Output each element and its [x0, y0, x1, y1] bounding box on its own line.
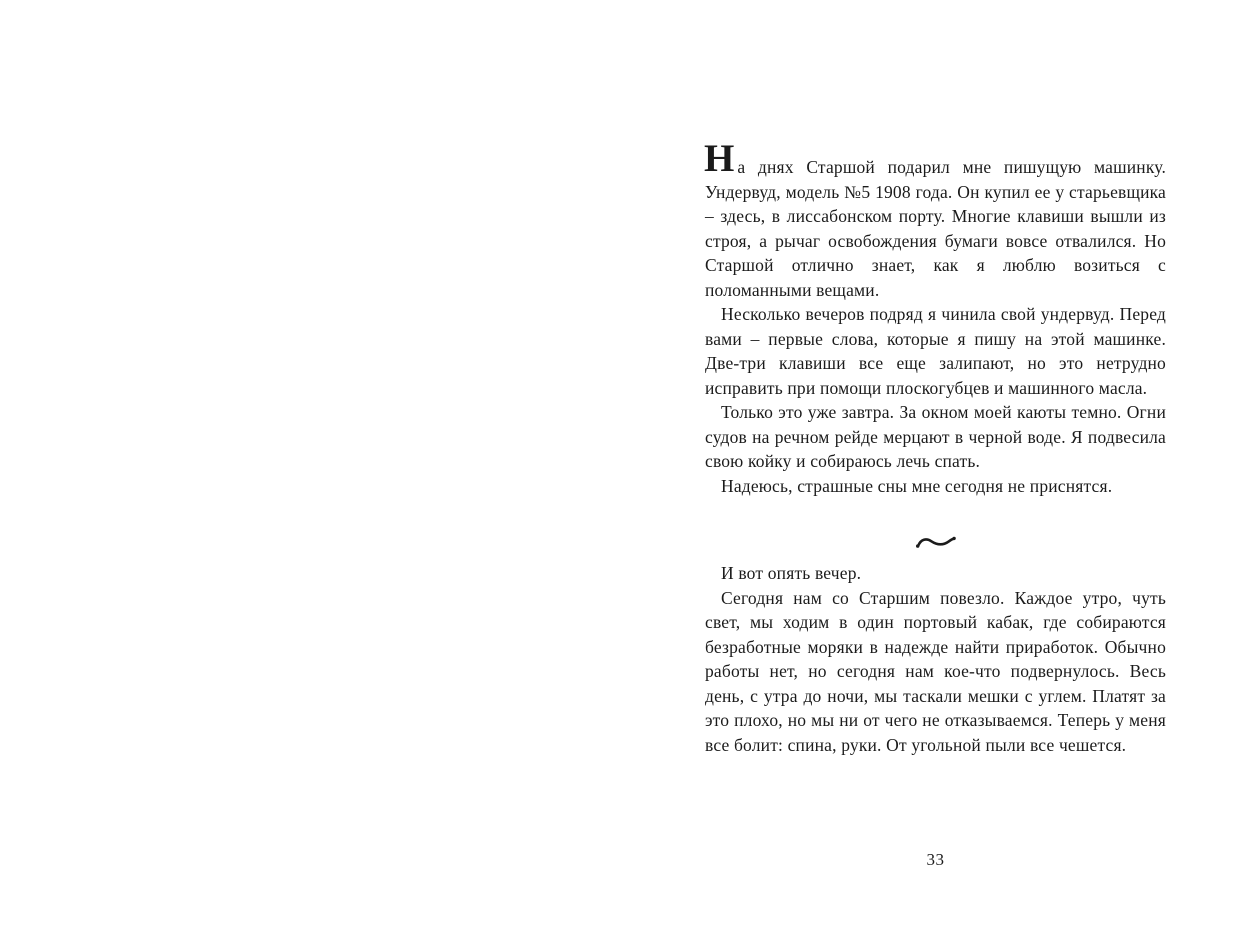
paragraph-text: а днях Старшой подарил мне пишущую машинку. Ундервуд, модель №5 1908 года. Он купил ее у старьевщика – здесь, в лиссабонском порту. Многие клавиши вышли из строя, а рычаг освобождения бумаги вовсе отвалился. Но Старшой отлично знает, как я люблю возиться с поломанными вещами.: [705, 157, 1166, 300]
paragraph: И вот опять вечер.: [721, 563, 862, 583]
paragraph: [704, 137, 1166, 302]
paragraph: Только это уже завтра. За окном моей каюты темно. Огни судов на речном рейде мерцают в черной воде. Я подвесила свою койку и собираюсь лечь спать.: [705, 402, 1166, 471]
section-divider: [705, 527, 1166, 561]
drop-cap-initial: Н: [704, 137, 735, 180]
text-section-2: [705, 561, 1166, 757]
swash-tilde-icon: [913, 531, 959, 551]
paragraph: Несколько вечеров подряд я чинила свой ундервуд. Перед вами – первые слова, которые я пишу на этой машинке. Две-три клавиши все еще залипают, но это нетрудно исправить при помощи плоскогубцев и машинного масла.: [705, 304, 1166, 398]
paragraph: Надеюсь, страшные сны мне сегодня не приснятся.: [721, 475, 1113, 496]
page-number: 33: [926, 850, 945, 869]
paragraph: Сегодня нам со Старшим повезло. Каждое утро, чуть свет, мы ходим в один портовый кабак, где собираются безработные моряки в надежде найти приработок. Обычно работы нет, но сегодня нам кое-что подвернулось. Весь день, с утра до ночи, мы таскали мешки с углем. Платят за это плохо, но мы ни от чего не отказываемся. Теперь у меня все болит: спина, руки. От угольной пыли все чешется.: [705, 587, 1166, 755]
text-section-1: [704, 137, 1166, 498]
